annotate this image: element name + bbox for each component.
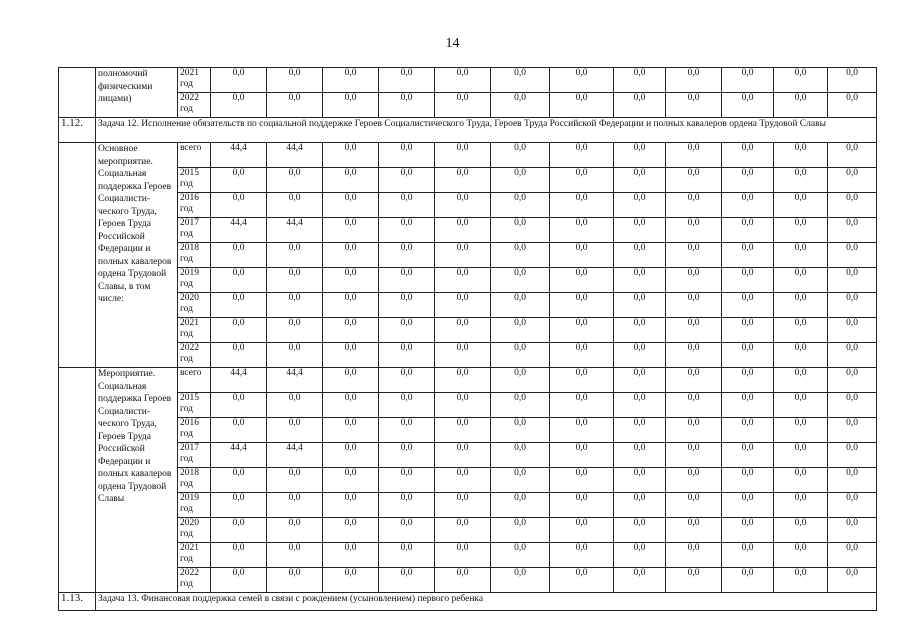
year-cell: 2021 год bbox=[178, 68, 211, 93]
value-cell: 0,0 bbox=[828, 68, 877, 93]
value-cell: 0,0 bbox=[211, 68, 267, 93]
page-number: 14 bbox=[445, 36, 460, 51]
value-cell: 0,0 bbox=[722, 93, 774, 118]
value-cell: 0,0 bbox=[491, 193, 550, 218]
value-cell: 0,0 bbox=[774, 193, 828, 218]
year-cell: 2015 год bbox=[178, 393, 211, 418]
value-cell: 0,0 bbox=[491, 518, 550, 543]
year-cell: 2022 год bbox=[178, 343, 211, 368]
value-cell: 0,0 bbox=[323, 368, 379, 393]
value-cell: 0,0 bbox=[774, 218, 828, 243]
value-cell: 0,0 bbox=[666, 418, 722, 443]
task-number: 1.13. bbox=[59, 593, 96, 611]
value-cell: 0,0 bbox=[828, 268, 877, 293]
value-cell: 0,0 bbox=[666, 293, 722, 318]
year-cell: 2020 год bbox=[178, 518, 211, 543]
value-cell: 0,0 bbox=[379, 193, 435, 218]
table-row bbox=[59, 393, 877, 418]
value-cell: 0,0 bbox=[828, 343, 877, 368]
value-cell: 0,0 bbox=[722, 193, 774, 218]
value-cell: 0,0 bbox=[435, 418, 491, 443]
year-cell: 2019 год bbox=[178, 493, 211, 518]
value-cell: 44,4 bbox=[267, 143, 323, 168]
value-cell: 0,0 bbox=[550, 518, 614, 543]
value-cell: 0,0 bbox=[211, 243, 267, 268]
value-cell: 0,0 bbox=[722, 543, 774, 568]
value-cell: 0,0 bbox=[774, 143, 828, 168]
table-row bbox=[59, 318, 877, 343]
year-cell: всего bbox=[178, 368, 211, 393]
value-cell: 0,0 bbox=[614, 218, 666, 243]
value-cell: 0,0 bbox=[379, 343, 435, 368]
table-row bbox=[59, 518, 877, 543]
value-cell: 0,0 bbox=[267, 343, 323, 368]
value-cell: 0,0 bbox=[614, 93, 666, 118]
value-cell: 0,0 bbox=[828, 218, 877, 243]
value-cell: 0,0 bbox=[666, 443, 722, 468]
year-cell: 2016 год bbox=[178, 193, 211, 218]
table-row bbox=[59, 193, 877, 218]
year-cell: 2018 год bbox=[178, 243, 211, 268]
value-cell: 0,0 bbox=[491, 93, 550, 118]
value-cell: 0,0 bbox=[828, 293, 877, 318]
value-cell: 0,0 bbox=[379, 493, 435, 518]
value-cell: 0,0 bbox=[491, 543, 550, 568]
value-cell: 0,0 bbox=[550, 93, 614, 118]
value-cell: 0,0 bbox=[828, 368, 877, 393]
value-cell: 0,0 bbox=[323, 393, 379, 418]
value-cell: 44,4 bbox=[267, 218, 323, 243]
value-cell: 0,0 bbox=[379, 68, 435, 93]
table-row bbox=[59, 368, 877, 393]
value-cell: 0,0 bbox=[666, 318, 722, 343]
value-cell: 44,4 bbox=[211, 143, 267, 168]
row-number-cell bbox=[59, 143, 96, 368]
table-row bbox=[59, 293, 877, 318]
value-cell: 0,0 bbox=[666, 193, 722, 218]
value-cell: 0,0 bbox=[614, 543, 666, 568]
value-cell: 0,0 bbox=[323, 543, 379, 568]
value-cell: 0,0 bbox=[774, 368, 828, 393]
value-cell: 0,0 bbox=[774, 343, 828, 368]
table-row bbox=[59, 268, 877, 293]
row-number-cell bbox=[59, 368, 96, 593]
value-cell: 0,0 bbox=[550, 368, 614, 393]
value-cell: 0,0 bbox=[267, 193, 323, 218]
value-cell: 0,0 bbox=[614, 393, 666, 418]
value-cell: 0,0 bbox=[550, 493, 614, 518]
value-cell: 0,0 bbox=[774, 518, 828, 543]
value-cell: 0,0 bbox=[435, 393, 491, 418]
value-cell: 0,0 bbox=[435, 493, 491, 518]
task-title: Задача 12. Исполнение обязательств по социальной поддержке Героев Социалистического Труда, Героев Труда Российской Федерации и полных кавалеров ордена Трудовой Славы bbox=[96, 118, 877, 143]
table-row bbox=[59, 543, 877, 568]
year-cell: всего bbox=[178, 143, 211, 168]
value-cell: 0,0 bbox=[267, 68, 323, 93]
value-cell: 0,0 bbox=[323, 193, 379, 218]
value-cell: 0,0 bbox=[722, 368, 774, 393]
value-cell: 0,0 bbox=[435, 343, 491, 368]
value-cell: 0,0 bbox=[614, 318, 666, 343]
value-cell: 0,0 bbox=[722, 568, 774, 593]
value-cell: 0,0 bbox=[267, 393, 323, 418]
value-cell: 0,0 bbox=[614, 343, 666, 368]
value-cell: 0,0 bbox=[550, 143, 614, 168]
value-cell: 0,0 bbox=[774, 268, 828, 293]
value-cell: 0,0 bbox=[211, 493, 267, 518]
value-cell: 0,0 bbox=[379, 168, 435, 193]
value-cell: 0,0 bbox=[774, 93, 828, 118]
value-cell: 0,0 bbox=[435, 368, 491, 393]
value-cell: 0,0 bbox=[491, 418, 550, 443]
value-cell: 0,0 bbox=[211, 568, 267, 593]
value-cell: 0,0 bbox=[267, 493, 323, 518]
value-cell: 0,0 bbox=[550, 468, 614, 493]
value-cell: 0,0 bbox=[828, 493, 877, 518]
value-cell: 0,0 bbox=[614, 493, 666, 518]
value-cell: 0,0 bbox=[491, 343, 550, 368]
value-cell: 0,0 bbox=[614, 368, 666, 393]
value-cell: 0,0 bbox=[211, 468, 267, 493]
value-cell: 0,0 bbox=[435, 243, 491, 268]
task-number: 1.12. bbox=[59, 118, 96, 143]
value-cell: 0,0 bbox=[211, 418, 267, 443]
value-cell: 44,4 bbox=[211, 218, 267, 243]
value-cell: 0,0 bbox=[722, 393, 774, 418]
value-cell: 0,0 bbox=[666, 168, 722, 193]
value-cell: 0,0 bbox=[828, 193, 877, 218]
value-cell: 0,0 bbox=[211, 268, 267, 293]
table-row bbox=[59, 68, 877, 93]
value-cell: 0,0 bbox=[774, 468, 828, 493]
value-cell: 0,0 bbox=[550, 293, 614, 318]
value-cell: 0,0 bbox=[323, 293, 379, 318]
value-cell: 0,0 bbox=[550, 393, 614, 418]
value-cell: 44,4 bbox=[211, 443, 267, 468]
value-cell: 0,0 bbox=[614, 193, 666, 218]
value-cell: 0,0 bbox=[323, 143, 379, 168]
value-cell: 0,0 bbox=[666, 468, 722, 493]
value-cell: 0,0 bbox=[722, 468, 774, 493]
value-cell: 0,0 bbox=[435, 568, 491, 593]
value-cell: 0,0 bbox=[722, 418, 774, 443]
value-cell: 0,0 bbox=[666, 68, 722, 93]
value-cell: 0,0 bbox=[435, 193, 491, 218]
value-cell: 0,0 bbox=[379, 468, 435, 493]
value-cell: 0,0 bbox=[379, 218, 435, 243]
value-cell: 0,0 bbox=[267, 518, 323, 543]
value-cell: 0,0 bbox=[379, 293, 435, 318]
value-cell: 0,0 bbox=[828, 318, 877, 343]
budget-table bbox=[58, 67, 877, 611]
value-cell: 0,0 bbox=[666, 268, 722, 293]
value-cell: 0,0 bbox=[614, 418, 666, 443]
year-cell: 2017 год bbox=[178, 218, 211, 243]
value-cell: 0,0 bbox=[774, 543, 828, 568]
value-cell: 0,0 bbox=[828, 468, 877, 493]
value-cell: 0,0 bbox=[774, 168, 828, 193]
value-cell: 0,0 bbox=[267, 268, 323, 293]
year-cell: 2022 год bbox=[178, 568, 211, 593]
value-cell: 0,0 bbox=[550, 193, 614, 218]
value-cell: 0,0 bbox=[722, 343, 774, 368]
value-cell: 0,0 bbox=[550, 318, 614, 343]
value-cell: 0,0 bbox=[211, 518, 267, 543]
table-row bbox=[59, 343, 877, 368]
value-cell: 0,0 bbox=[435, 268, 491, 293]
value-cell: 0,0 bbox=[379, 568, 435, 593]
value-cell: 0,0 bbox=[323, 343, 379, 368]
value-cell: 0,0 bbox=[323, 318, 379, 343]
value-cell: 0,0 bbox=[267, 418, 323, 443]
value-cell: 0,0 bbox=[211, 393, 267, 418]
value-cell: 0,0 bbox=[666, 518, 722, 543]
value-cell: 0,0 bbox=[435, 168, 491, 193]
value-cell: 0,0 bbox=[828, 418, 877, 443]
value-cell: 0,0 bbox=[211, 318, 267, 343]
row-number-cell bbox=[59, 68, 96, 118]
table-row bbox=[59, 568, 877, 593]
value-cell: 0,0 bbox=[379, 93, 435, 118]
value-cell: 0,0 bbox=[323, 418, 379, 443]
year-cell: 2017 год bbox=[178, 443, 211, 468]
value-cell: 0,0 bbox=[550, 543, 614, 568]
value-cell: 0,0 bbox=[774, 393, 828, 418]
value-cell: 0,0 bbox=[379, 243, 435, 268]
value-cell: 0,0 bbox=[722, 243, 774, 268]
value-cell: 0,0 bbox=[211, 293, 267, 318]
value-cell: 0,0 bbox=[550, 443, 614, 468]
value-cell: 0,0 bbox=[379, 543, 435, 568]
value-cell: 0,0 bbox=[722, 168, 774, 193]
year-cell: 2022 год bbox=[178, 93, 211, 118]
value-cell: 0,0 bbox=[614, 568, 666, 593]
value-cell: 0,0 bbox=[491, 443, 550, 468]
value-cell: 0,0 bbox=[323, 518, 379, 543]
value-cell: 0,0 bbox=[491, 218, 550, 243]
value-cell: 0,0 bbox=[323, 493, 379, 518]
value-cell: 0,0 bbox=[828, 443, 877, 468]
value-cell: 0,0 bbox=[491, 468, 550, 493]
measure-name-cell: полномочий физическими лицами) bbox=[96, 68, 178, 118]
value-cell: 0,0 bbox=[828, 518, 877, 543]
value-cell: 0,0 bbox=[774, 318, 828, 343]
value-cell: 0,0 bbox=[323, 468, 379, 493]
value-cell: 0,0 bbox=[614, 143, 666, 168]
value-cell: 0,0 bbox=[722, 493, 774, 518]
value-cell: 0,0 bbox=[211, 543, 267, 568]
value-cell: 0,0 bbox=[379, 268, 435, 293]
value-cell: 0,0 bbox=[614, 518, 666, 543]
table-row bbox=[59, 468, 877, 493]
value-cell: 0,0 bbox=[666, 568, 722, 593]
value-cell: 0,0 bbox=[491, 493, 550, 518]
value-cell: 0,0 bbox=[379, 368, 435, 393]
value-cell: 0,0 bbox=[267, 168, 323, 193]
value-cell: 0,0 bbox=[491, 68, 550, 93]
value-cell: 0,0 bbox=[828, 168, 877, 193]
table-row bbox=[59, 93, 877, 118]
value-cell: 0,0 bbox=[614, 243, 666, 268]
value-cell: 0,0 bbox=[828, 143, 877, 168]
value-cell: 0,0 bbox=[435, 93, 491, 118]
table-row bbox=[59, 218, 877, 243]
value-cell: 0,0 bbox=[267, 543, 323, 568]
value-cell: 0,0 bbox=[435, 468, 491, 493]
value-cell: 0,0 bbox=[379, 393, 435, 418]
value-cell: 0,0 bbox=[491, 293, 550, 318]
value-cell: 0,0 bbox=[323, 568, 379, 593]
year-cell: 2015 год bbox=[178, 168, 211, 193]
value-cell: 0,0 bbox=[614, 168, 666, 193]
value-cell: 0,0 bbox=[550, 268, 614, 293]
value-cell: 0,0 bbox=[267, 318, 323, 343]
value-cell: 0,0 bbox=[774, 443, 828, 468]
value-cell: 0,0 bbox=[379, 318, 435, 343]
value-cell: 0,0 bbox=[666, 368, 722, 393]
value-cell: 0,0 bbox=[550, 343, 614, 368]
value-cell: 0,0 bbox=[323, 218, 379, 243]
value-cell: 0,0 bbox=[211, 93, 267, 118]
value-cell: 0,0 bbox=[491, 568, 550, 593]
value-cell: 44,4 bbox=[211, 368, 267, 393]
value-cell: 0,0 bbox=[379, 518, 435, 543]
value-cell: 44,4 bbox=[267, 443, 323, 468]
value-cell: 0,0 bbox=[828, 393, 877, 418]
value-cell: 0,0 bbox=[491, 318, 550, 343]
value-cell: 0,0 bbox=[550, 68, 614, 93]
value-cell: 0,0 bbox=[666, 343, 722, 368]
value-cell: 0,0 bbox=[211, 343, 267, 368]
year-cell: 2020 год bbox=[178, 293, 211, 318]
value-cell: 0,0 bbox=[491, 168, 550, 193]
year-cell: 2019 год bbox=[178, 268, 211, 293]
value-cell: 0,0 bbox=[828, 543, 877, 568]
table-row bbox=[59, 243, 877, 268]
task-row bbox=[59, 593, 877, 611]
value-cell: 0,0 bbox=[267, 568, 323, 593]
value-cell: 0,0 bbox=[323, 268, 379, 293]
year-cell: 2018 год bbox=[178, 468, 211, 493]
year-cell: 2021 год bbox=[178, 543, 211, 568]
value-cell: 0,0 bbox=[614, 468, 666, 493]
year-cell: 2021 год bbox=[178, 318, 211, 343]
task-title: Задача 13. Финансовая поддержка семей в связи с рождением (усыновлением) первого ребенка bbox=[96, 593, 877, 611]
value-cell: 0,0 bbox=[614, 443, 666, 468]
value-cell: 0,0 bbox=[323, 243, 379, 268]
value-cell: 0,0 bbox=[774, 293, 828, 318]
value-cell: 0,0 bbox=[323, 443, 379, 468]
measure-name-cell: Мероприятие. Социальная поддержка Героев Социалисти-ческого Труда, Героев Труда Российской Федерации и полных кавалеров ордена Трудовой Славы bbox=[96, 368, 178, 593]
value-cell: 0,0 bbox=[550, 243, 614, 268]
value-cell: 0,0 bbox=[550, 218, 614, 243]
value-cell: 0,0 bbox=[722, 218, 774, 243]
value-cell: 0,0 bbox=[666, 493, 722, 518]
value-cell: 0,0 bbox=[435, 293, 491, 318]
value-cell: 0,0 bbox=[722, 318, 774, 343]
value-cell: 0,0 bbox=[550, 418, 614, 443]
value-cell: 0,0 bbox=[614, 293, 666, 318]
table-row bbox=[59, 418, 877, 443]
value-cell: 0,0 bbox=[267, 293, 323, 318]
task-row bbox=[59, 118, 877, 143]
value-cell: 0,0 bbox=[323, 68, 379, 93]
year-cell: 2016 год bbox=[178, 418, 211, 443]
value-cell: 0,0 bbox=[666, 218, 722, 243]
value-cell: 44,4 bbox=[267, 368, 323, 393]
table-row bbox=[59, 493, 877, 518]
table-row bbox=[59, 143, 877, 168]
value-cell: 0,0 bbox=[267, 93, 323, 118]
value-cell: 0,0 bbox=[550, 168, 614, 193]
value-cell: 0,0 bbox=[774, 68, 828, 93]
value-cell: 0,0 bbox=[828, 568, 877, 593]
value-cell: 0,0 bbox=[722, 443, 774, 468]
value-cell: 0,0 bbox=[323, 168, 379, 193]
value-cell: 0,0 bbox=[267, 468, 323, 493]
value-cell: 0,0 bbox=[828, 93, 877, 118]
value-cell: 0,0 bbox=[435, 543, 491, 568]
value-cell: 0,0 bbox=[614, 68, 666, 93]
value-cell: 0,0 bbox=[774, 493, 828, 518]
value-cell: 0,0 bbox=[774, 418, 828, 443]
value-cell: 0,0 bbox=[379, 418, 435, 443]
value-cell: 0,0 bbox=[491, 268, 550, 293]
table-row bbox=[59, 168, 877, 193]
value-cell: 0,0 bbox=[722, 293, 774, 318]
value-cell: 0,0 bbox=[435, 218, 491, 243]
value-cell: 0,0 bbox=[666, 93, 722, 118]
value-cell: 0,0 bbox=[722, 143, 774, 168]
value-cell: 0,0 bbox=[550, 568, 614, 593]
value-cell: 0,0 bbox=[491, 393, 550, 418]
value-cell: 0,0 bbox=[379, 443, 435, 468]
value-cell: 0,0 bbox=[435, 318, 491, 343]
value-cell: 0,0 bbox=[435, 518, 491, 543]
value-cell: 0,0 bbox=[722, 268, 774, 293]
value-cell: 0,0 bbox=[491, 368, 550, 393]
value-cell: 0,0 bbox=[491, 143, 550, 168]
value-cell: 0,0 bbox=[491, 243, 550, 268]
value-cell: 0,0 bbox=[774, 243, 828, 268]
value-cell: 0,0 bbox=[666, 143, 722, 168]
value-cell: 0,0 bbox=[379, 143, 435, 168]
value-cell: 0,0 bbox=[614, 268, 666, 293]
value-cell: 0,0 bbox=[435, 443, 491, 468]
value-cell: 0,0 bbox=[211, 193, 267, 218]
value-cell: 0,0 bbox=[774, 568, 828, 593]
table-row bbox=[59, 443, 877, 468]
value-cell: 0,0 bbox=[211, 168, 267, 193]
value-cell: 0,0 bbox=[722, 518, 774, 543]
measure-name-cell: Основное мероприятие. Социальная поддержка Героев Социалисти-ческого Труда, Героев Труда Российской Федерации и полных кавалеров ордена Трудовой Славы, в том числе: bbox=[96, 143, 178, 368]
value-cell: 0,0 bbox=[435, 68, 491, 93]
value-cell: 0,0 bbox=[828, 243, 877, 268]
value-cell: 0,0 bbox=[722, 68, 774, 93]
value-cell: 0,0 bbox=[435, 143, 491, 168]
value-cell: 0,0 bbox=[666, 393, 722, 418]
value-cell: 0,0 bbox=[666, 243, 722, 268]
value-cell: 0,0 bbox=[267, 243, 323, 268]
value-cell: 0,0 bbox=[323, 93, 379, 118]
value-cell: 0,0 bbox=[666, 543, 722, 568]
